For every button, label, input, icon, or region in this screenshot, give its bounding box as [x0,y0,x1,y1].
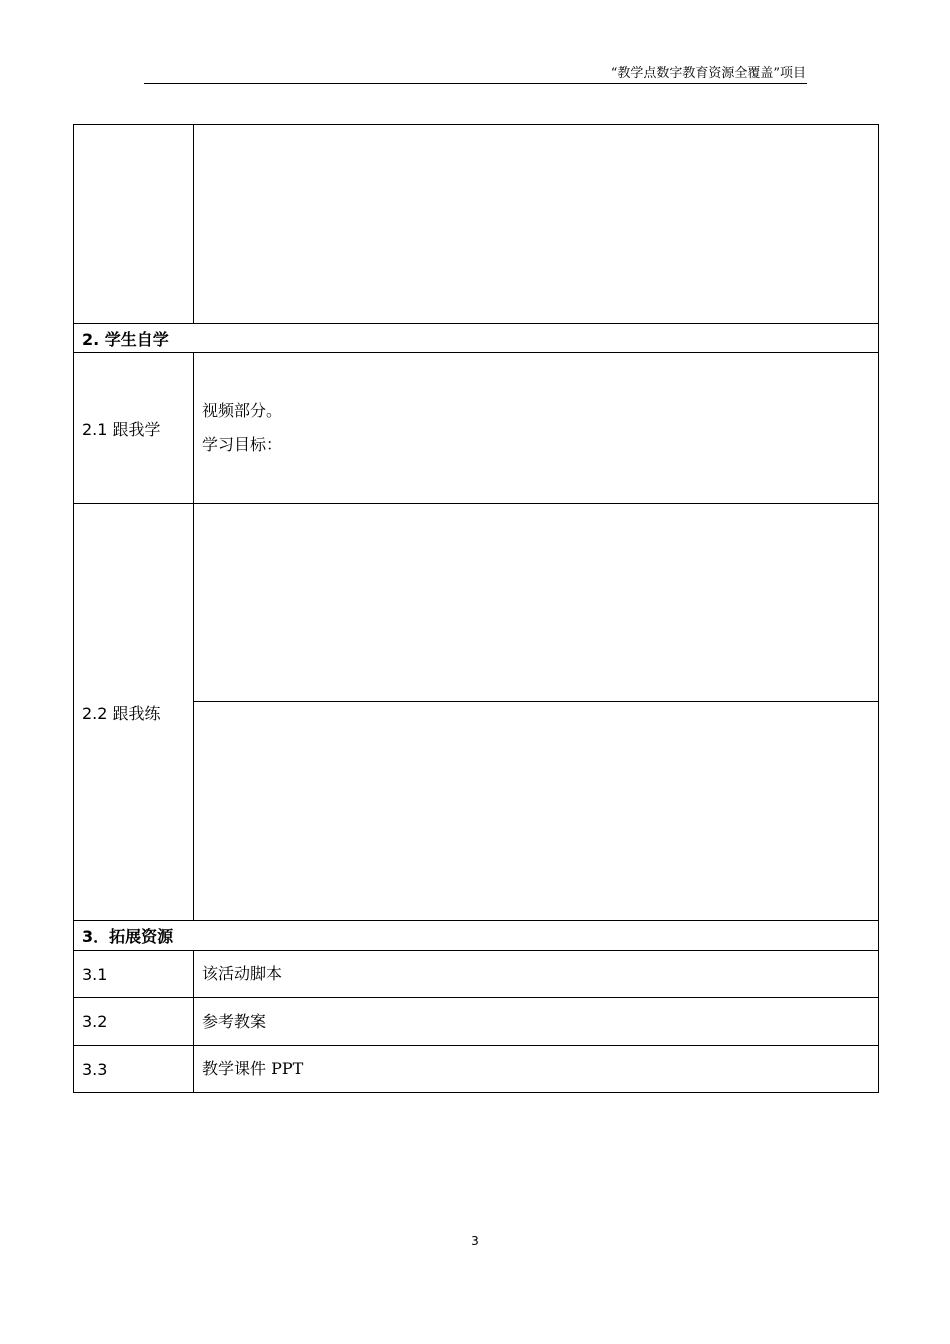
row-2-1-content [194,353,879,504]
section-3-title: 3．拓展资源 [74,921,879,951]
row-2-1-line-goals: 学习目标： [202,435,283,454]
row-2-1-label: 2.1 跟我学 [74,353,194,504]
resource-name: 教学课件 PPT [194,1046,879,1093]
continued-label-cell [74,125,194,324]
resource-name: 参考教案 [194,998,879,1046]
page-number: 3 [471,1234,479,1248]
resource-number: 3.3 [74,1046,194,1093]
resource-number: 3.1 [74,951,194,998]
table-row-3-2 [74,998,879,1046]
row-2-2-content-upper [194,504,879,702]
table-row-3-3 [74,1046,879,1093]
resource-name: 该活动脚本 [194,951,879,998]
row-2-2-content-lower [194,702,879,921]
table-row-2-2-b [74,702,879,921]
lesson-table [73,124,879,1093]
table-row-section-2 [74,324,879,353]
row-2-2-label: 2.2 跟我练 [74,504,194,921]
header-rule [144,83,807,84]
table-row-2-2-a [74,504,879,702]
continued-content-cell [194,125,879,324]
page-header-title: “教学点数字教育资源全覆盖”项目 [610,66,806,81]
table-row-continued [74,125,879,324]
resource-number: 3.2 [74,998,194,1046]
section-2-title: 2. 学生自学 [74,324,879,353]
table-row-3-1 [74,951,879,998]
table-row-section-3 [74,921,879,951]
table-row-2-1 [74,353,879,504]
row-2-1-line-video: 视频部分。 [202,401,283,420]
